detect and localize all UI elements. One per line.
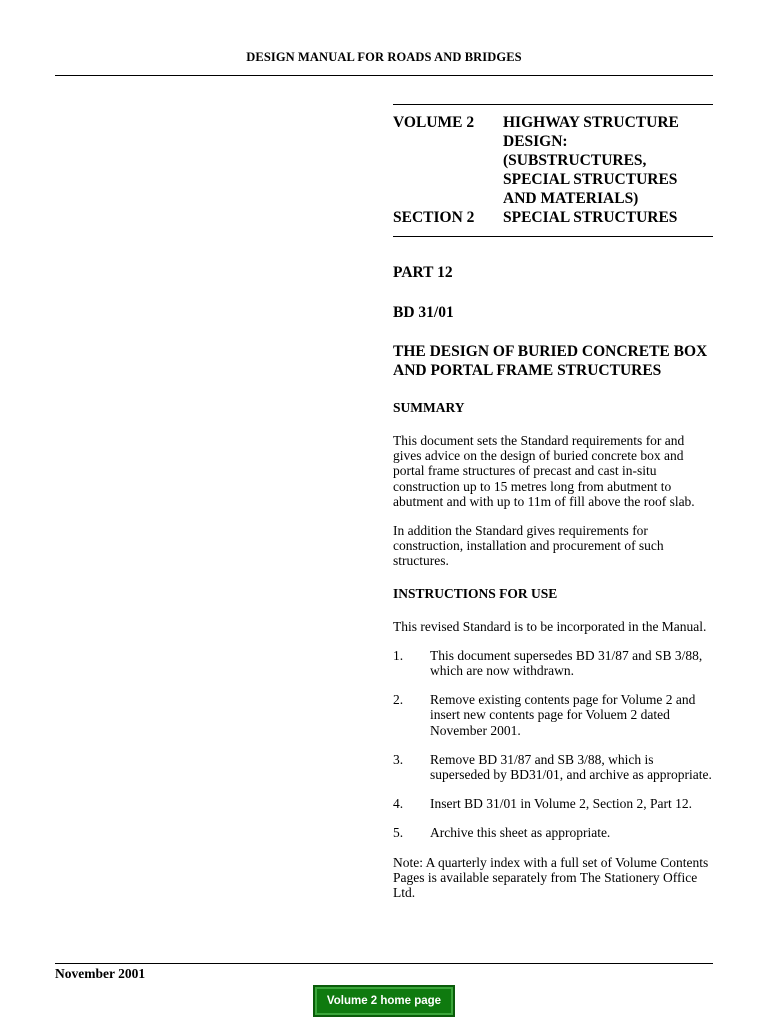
list-item-number: 5. <box>393 825 404 841</box>
section-row <box>393 208 713 227</box>
part-number: PART 12 <box>393 264 453 281</box>
publication-date: November 2001 <box>55 966 146 981</box>
standard-code: BD 31/01 <box>393 304 454 321</box>
instructions-heading: INSTRUCTIONS FOR USE <box>393 585 558 601</box>
list-item <box>393 692 713 738</box>
list-item-text: Remove BD 31/87 and SB 3/88, which is superseded by BD31/01, and archive as appropriate. <box>430 751 712 783</box>
volume-title: HIGHWAY STRUCTURE DESIGN: (SUBSTRUCTURES, SPECIAL STRUCTURES AND MATERIALS) <box>503 114 679 207</box>
summary-heading: SUMMARY <box>393 400 465 415</box>
volume-home-button[interactable]: Volume 2 home page <box>313 985 455 1017</box>
volume-label: VOLUME 2 <box>393 114 475 131</box>
summary-paragraph-2: In addition the Standard gives requirements for construction, installation and procurement of such structures. <box>393 523 664 569</box>
list-item <box>393 825 713 840</box>
volume-section-block <box>393 104 713 237</box>
list-item-text: Archive this sheet as appropriate. <box>430 825 611 841</box>
list-item-number: 3. <box>393 751 404 767</box>
contents-note: Note: A quarterly index with a full set of Volume Contents Pages is available separately from The Stationery Office Ltd. <box>393 854 709 901</box>
manual-title: DESIGN MANUAL FOR ROADS AND BRIDGES <box>246 50 522 64</box>
summary-paragraph-1: This document sets the Standard requirements for and gives advice on the design of buried concrete box and portal frame structures of precast and cast in-situ construction up to 15 metres long from abutment to abutment and with up to 11m of fill above the roof slab. <box>393 433 695 509</box>
list-item-number: 4. <box>393 796 404 812</box>
document-title: THE DESIGN OF BURIED CONCRETE BOX AND PORTAL FRAME STRUCTURES <box>393 343 708 379</box>
list-item-text: Insert BD 31/01 in Volume 2, Section 2, Part 12. <box>430 796 692 812</box>
header-divider <box>55 75 713 76</box>
list-item-number: 1. <box>393 647 404 663</box>
section-label: SECTION 2 <box>393 209 475 226</box>
instructions-intro: This revised Standard is to be incorporated in the Manual. <box>393 618 707 634</box>
list-item <box>393 796 713 811</box>
volume-row <box>393 113 713 208</box>
instructions-list <box>393 648 713 841</box>
section-title: SPECIAL STRUCTURES <box>503 209 678 226</box>
list-item-text: This document supersedes BD 31/87 and SB 3/88, which are now withdrawn. <box>430 647 703 679</box>
cover-content <box>393 104 713 900</box>
list-item-text: Remove existing contents page for Volume 2 and insert new contents page for Voluem 2 dated November 2001. <box>430 692 696 738</box>
list-item <box>393 752 713 782</box>
list-item <box>393 648 713 678</box>
list-item-number: 2. <box>393 692 404 708</box>
footer-divider <box>55 963 713 964</box>
